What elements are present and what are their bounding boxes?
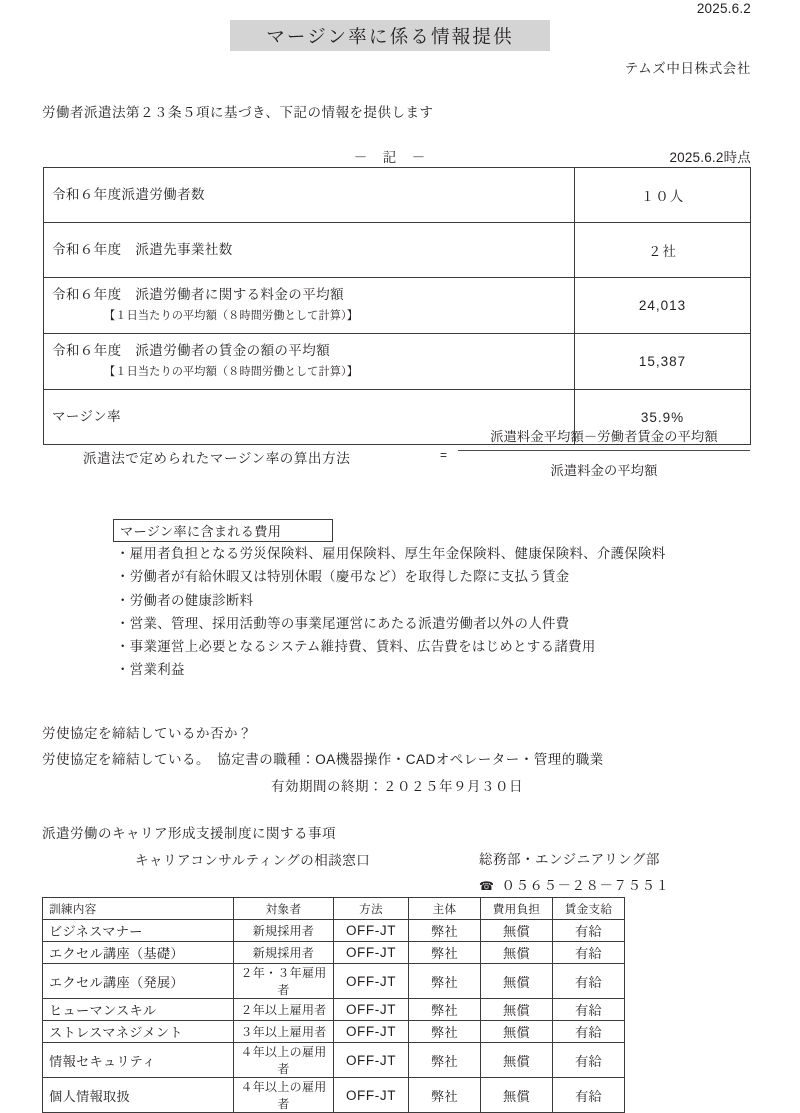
cell-target: ２年以上雇用者 [234, 999, 334, 1021]
cell-owner: 弊社 [409, 999, 481, 1021]
cell-cost: 無償 [481, 1043, 553, 1078]
summary-label-text: 令和６年度派遣労働者数 [52, 186, 205, 202]
as-of-date: 2025.6.2時点 [669, 150, 751, 165]
table-row [44, 334, 751, 390]
column-header-cost: 費用負担 [481, 898, 553, 920]
column-header-owner: 主体 [409, 898, 481, 920]
summary-label-text: 令和６年度 派遣労働者に関する料金の平均額 [52, 287, 344, 303]
cell-method: OFF-JT [334, 1043, 409, 1078]
table-row [43, 920, 625, 942]
cell-content: ヒューマンスキル [43, 999, 234, 1021]
intro-statement: 労働者派遣法第２３条５項に基づき、下記の情報を提供します [42, 105, 434, 120]
cell-wage: 有給 [553, 1078, 625, 1113]
column-header-wage: 賃金支給 [553, 898, 625, 920]
list-item: ・営業、管理、採用活動等の事業尾運営にあたる派遣労働者以外の人件費 [116, 615, 570, 631]
cell-cost: 無償 [481, 964, 553, 999]
cell-owner: 弊社 [409, 920, 481, 942]
margin-summary-table [43, 167, 751, 445]
cell-method: OFF-JT [334, 964, 409, 999]
formula-label: 派遣法で定められたマージン率の算出方法 [83, 451, 351, 466]
table-row [43, 1078, 625, 1113]
column-header-content: 訓練内容 [43, 898, 234, 920]
cell-wage: 有給 [553, 920, 625, 942]
cell-owner: 弊社 [409, 942, 481, 964]
career-department: 総務部・エンジニアリング部 [479, 852, 660, 867]
list-item: ・労働者が有給休暇又は特別休暇（慶弔など）を取得した際に支払う賃金 [116, 569, 570, 585]
cell-method: OFF-JT [334, 942, 409, 964]
cell-content: エクセル講座（基礎） [43, 942, 234, 964]
table-row [44, 223, 751, 278]
formula-numerator: 派遣料金平均額－労働者賃金の平均額 [490, 429, 718, 444]
career-phone-row [479, 874, 669, 894]
list-item: ・雇用者負担となる労災保険料、雇用保険料、厚生年金保険料、健康保険料、介護保険料 [116, 546, 666, 561]
cell-method: OFF-JT [334, 1021, 409, 1043]
cell-cost: 無償 [481, 920, 553, 942]
cell-content: エクセル講座（発展） [43, 964, 234, 999]
page-title: マージン率に係る情報提供 [266, 25, 514, 47]
cell-method: OFF-JT [334, 999, 409, 1021]
cell-method: OFF-JT [334, 920, 409, 942]
cell-cost: 無償 [481, 1021, 553, 1043]
formula-fraction [458, 426, 750, 479]
summary-value-cell: 35.9% [575, 390, 751, 445]
company-name: テムズ中日株式会社 [624, 61, 751, 76]
cell-owner: 弊社 [409, 1043, 481, 1078]
column-header-method: 方法 [334, 898, 409, 920]
summary-label-subnote: 【１日当たりの平均額（８時間労働として計算）】 [104, 310, 359, 323]
cell-content: ストレスマネジメント [43, 1021, 234, 1043]
cell-target: 新規採用者 [234, 920, 334, 942]
included-costs-list [116, 542, 666, 682]
document-date: 2025.6.2 [696, 1, 751, 16]
summary-label-cell [44, 334, 575, 390]
table-row [43, 964, 625, 999]
agreement-expiry: 有効期間の終期：２０２５年９月３０日 [271, 779, 523, 794]
table-row [44, 278, 751, 334]
included-costs-box [113, 519, 333, 542]
table-row [43, 1043, 625, 1078]
formula-denominator: 派遣料金の平均額 [550, 463, 658, 478]
cell-target: ２年・３年雇用者 [234, 964, 334, 999]
cell-owner: 弊社 [409, 1078, 481, 1113]
summary-label-cell [44, 278, 575, 334]
table-header-row [43, 898, 625, 920]
cell-target: ３年以上雇用者 [234, 1021, 334, 1043]
included-costs-title: マージン率に含まれる費用 [120, 524, 282, 539]
summary-label-text: マージン率 [52, 408, 121, 424]
document-title-banner [230, 20, 550, 51]
cell-wage: 有給 [553, 1021, 625, 1043]
cell-wage: 有給 [553, 999, 625, 1021]
table-row [43, 1021, 625, 1043]
career-support-heading: 派遣労働のキャリア形成支援制度に関する事項 [42, 826, 336, 841]
training-programs-table [42, 897, 625, 1113]
summary-label-cell [44, 168, 575, 223]
cell-target: 新規採用者 [234, 942, 334, 964]
summary-label-text: 令和６年度 派遣先事業社数 [52, 241, 233, 257]
table-row [43, 942, 625, 964]
cell-method: OFF-JT [334, 1078, 409, 1113]
summary-label-cell [44, 223, 575, 278]
cell-wage: 有給 [553, 942, 625, 964]
cell-content: 個人情報取扱 [43, 1078, 234, 1113]
cell-cost: 無償 [481, 1078, 553, 1113]
agreement-question: 労使協定を締結しているか否か？ [42, 726, 252, 741]
cell-target: ４年以上の雇用者 [234, 1043, 334, 1078]
cell-owner: 弊社 [409, 1021, 481, 1043]
career-consulting-desk-label: キャリアコンサルティングの相談窓口 [135, 853, 371, 868]
cell-wage: 有給 [553, 964, 625, 999]
cell-target: ４年以上の雇用者 [234, 1078, 334, 1113]
summary-value-cell: 15,387 [575, 334, 751, 390]
column-header-target: 対象者 [234, 898, 334, 920]
formula-equals-sign: = [440, 448, 448, 462]
cell-cost: 無償 [481, 942, 553, 964]
note-marker: － 記 － [353, 150, 427, 165]
summary-label-subnote: 【１日当たりの平均額（８時間労働として計算）】 [104, 366, 359, 379]
cell-content: 情報セキュリティ [43, 1043, 234, 1078]
agreement-answer: 労使協定を締結している。 協定書の職種：OA機器操作・CADオペレーター・管理的職業 [42, 752, 604, 767]
cell-owner: 弊社 [409, 964, 481, 999]
career-phone-number: ０５６５－２８－７５５１ [501, 878, 670, 893]
table-row [43, 999, 625, 1021]
summary-label-text: 令和６年度 派遣労働者の賃金の額の平均額 [52, 343, 330, 359]
summary-value-cell: １０人 [575, 168, 751, 223]
list-item: ・事業運営上必要となるシステム維持費、賃料、広告費をはじめとする諸費用 [116, 639, 596, 655]
table-row [44, 168, 751, 223]
cell-cost: 無償 [481, 999, 553, 1021]
cell-wage: 有給 [553, 1043, 625, 1078]
cell-content: ビジネスマナー [43, 920, 234, 942]
list-item: ・営業利益 [116, 662, 185, 678]
list-item: ・労働者の健康診断料 [116, 592, 254, 608]
telephone-icon: ☎ [479, 879, 495, 893]
summary-value-cell: 24,013 [575, 278, 751, 334]
summary-value-cell: ２社 [575, 223, 751, 278]
